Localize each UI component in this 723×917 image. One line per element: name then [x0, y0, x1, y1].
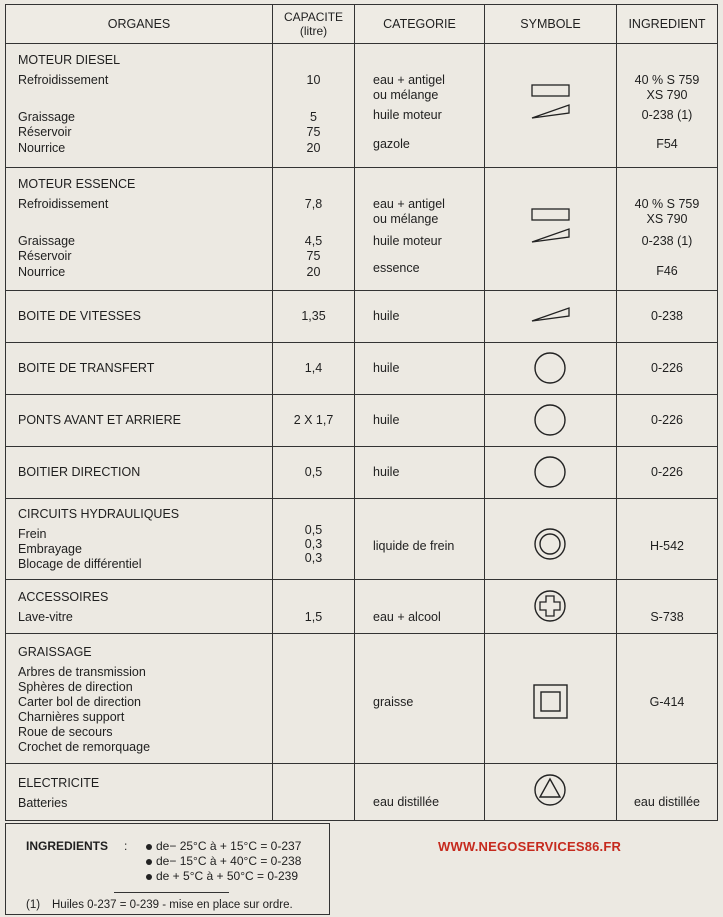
row-item: Roue de secours	[18, 725, 113, 739]
row-item: Sphères de direction	[18, 680, 133, 694]
category-value: huile	[373, 309, 400, 323]
capacity-value: 0,3	[304, 537, 323, 551]
legend-label: INGREDIENTS	[26, 839, 109, 853]
row-item: Réservoir	[18, 125, 72, 139]
capacity-value: 7,8	[304, 197, 323, 211]
capacity-value: 20	[306, 141, 321, 155]
category-value: graisse	[373, 695, 414, 709]
ingredient-value: H-542	[649, 539, 685, 553]
category-value: essence	[373, 261, 420, 275]
ingredient-value: 40 % S 759	[634, 197, 700, 211]
table-row-boitier-direction	[6, 447, 718, 499]
category-value: liquide de frein	[373, 539, 455, 553]
row-item: Refroidissement	[18, 73, 109, 87]
row-item: Carter bol de direction	[18, 695, 141, 709]
row-title: ACCESSOIRES	[18, 590, 109, 604]
row-title: MOTEUR DIESEL	[18, 53, 121, 67]
category-value: gazole	[373, 137, 410, 151]
capacity-value: 1,35	[301, 309, 326, 323]
category-value: eau + alcool	[373, 610, 441, 624]
footnote-divider	[114, 892, 229, 893]
row-title: BOITIER DIRECTION	[18, 465, 141, 479]
header-categorie: CATEGORIE	[355, 5, 485, 44]
capacity-value: 0,5	[304, 523, 323, 537]
ingredient-value: 0-226	[651, 465, 683, 479]
triangle-in-circle-symbol-icon	[533, 773, 567, 807]
ingredient-value: S-738	[650, 610, 684, 624]
rectangle-symbol-icon	[531, 208, 571, 222]
table-row-ponts	[6, 395, 718, 447]
row-item: Lave-vitre	[18, 610, 73, 624]
row-title: BOITE DE TRANSFERT	[18, 361, 155, 375]
row-title: PONTS AVANT ET ARRIERE	[18, 413, 182, 427]
row-item: Crochet de remorquage	[18, 740, 151, 754]
table-row-moteur-essence	[6, 168, 718, 291]
row-title: MOTEUR ESSENCE	[18, 177, 136, 191]
bullet-icon	[146, 859, 152, 865]
ingredient-value: 40 % S 759	[634, 73, 700, 87]
footnote-marker: (1)	[26, 899, 41, 911]
bullet-icon	[146, 874, 152, 880]
row-title: CIRCUITS HYDRAULIQUES	[18, 507, 180, 521]
legend-line-2: de− 15°C à + 40°C = 0-238	[146, 854, 301, 868]
circle-symbol-icon	[533, 455, 567, 489]
bullet-icon	[146, 844, 152, 850]
category-value: ou mélange	[373, 212, 439, 226]
row-item: Nourrice	[18, 265, 66, 279]
table-row-graissage	[6, 634, 718, 764]
ingredient-value: 0-226	[651, 361, 683, 375]
ingredient-value: G-414	[649, 695, 685, 709]
circle-symbol-icon	[533, 403, 567, 437]
row-item: Refroidissement	[18, 197, 109, 211]
row-title: ELECTRICITE	[18, 776, 100, 790]
legend-line-1: de− 25°C à + 15°C = 0-237	[146, 839, 301, 853]
header-capacite	[273, 5, 355, 44]
row-item: Batteries	[18, 796, 68, 810]
row-item: Réservoir	[18, 249, 72, 263]
category-value: eau + antigel	[373, 197, 445, 211]
wedge-symbol-icon	[531, 228, 571, 244]
ingredient-value: 0-238 (1)	[641, 108, 693, 122]
header-organes: ORGANES	[6, 5, 273, 44]
table-row-moteur-diesel	[6, 44, 718, 168]
row-item: Blocage de différentiel	[18, 557, 142, 571]
double-circle-symbol-icon	[533, 527, 567, 561]
ingredient-value: 0-226	[651, 413, 683, 427]
row-item: Graissage	[18, 234, 75, 248]
table-row-accessoires	[6, 580, 718, 634]
capacity-value: 0,3	[304, 551, 323, 565]
footnote-text: Huiles 0-237 = 0-239 - mise en place sur ordre.	[52, 899, 293, 911]
legend-colon: :	[124, 839, 128, 853]
ingredient-value: F46	[656, 264, 678, 278]
category-value: eau distillée	[373, 795, 440, 809]
header-symbole: SYMBOLE	[485, 5, 617, 44]
legend-line-3: de + 5°C à + 50°C = 0-239	[146, 869, 298, 883]
capacity-value: 4,5	[304, 234, 323, 248]
row-item: Nourrice	[18, 141, 66, 155]
ingredients-legend	[5, 823, 330, 915]
category-value: huile	[373, 413, 400, 427]
table-row-electricite	[6, 764, 718, 821]
capacity-value: 20	[306, 265, 321, 279]
ingredient-value: eau distillée	[633, 795, 700, 809]
ingredient-value: XS 790	[646, 212, 688, 226]
ingredient-value: 0-238	[651, 309, 683, 323]
lubrication-table	[5, 4, 718, 821]
row-item: Frein	[18, 527, 47, 541]
category-value: huile moteur	[373, 108, 442, 122]
table-header-row	[6, 5, 718, 44]
circle-symbol-icon	[533, 351, 567, 385]
row-title: BOITE DE VITESSES	[18, 309, 141, 323]
capacity-value: 1,4	[304, 361, 323, 375]
website-link[interactable]: WWW.NEGOSERVICES86.FR	[438, 839, 622, 854]
capacity-value: 2 X 1,7	[293, 413, 334, 427]
header-capacite-label: CAPACITE	[283, 10, 344, 24]
wedge-symbol-icon	[531, 307, 571, 323]
row-title: GRAISSAGE	[18, 645, 92, 659]
table-row-circuits-hydrauliques	[6, 499, 718, 580]
category-value: ou mélange	[373, 88, 439, 102]
row-item: Charnières support	[18, 710, 125, 724]
rectangle-symbol-icon	[531, 84, 571, 98]
header-capacite-unit: (litre)	[299, 24, 328, 38]
table-row-boite-vitesses	[6, 291, 718, 343]
row-item: Arbres de transmission	[18, 665, 146, 679]
ingredient-value: F54	[656, 137, 678, 151]
wedge-symbol-icon	[531, 104, 571, 120]
row-item: Embrayage	[18, 542, 82, 556]
category-value: huile moteur	[373, 234, 442, 248]
capacity-value: 5	[310, 110, 317, 124]
notched-circle-symbol-icon	[533, 589, 567, 623]
table-row-boite-transfert	[6, 343, 718, 395]
ingredient-value: 0-238 (1)	[641, 234, 693, 248]
header-ingredient: INGREDIENT	[617, 5, 718, 44]
capacity-value: 0,5	[304, 465, 323, 479]
row-item: Graissage	[18, 110, 75, 124]
category-value: huile	[373, 465, 400, 479]
capacity-value: 10	[306, 73, 321, 87]
category-value: huile	[373, 361, 400, 375]
capacity-value: 1,5	[304, 610, 323, 624]
capacity-value: 75	[306, 249, 321, 263]
category-value: eau + antigel	[373, 73, 445, 87]
capacity-value: 75	[306, 125, 321, 139]
ingredient-value: XS 790	[646, 88, 688, 102]
square-in-square-symbol-icon	[533, 684, 569, 720]
